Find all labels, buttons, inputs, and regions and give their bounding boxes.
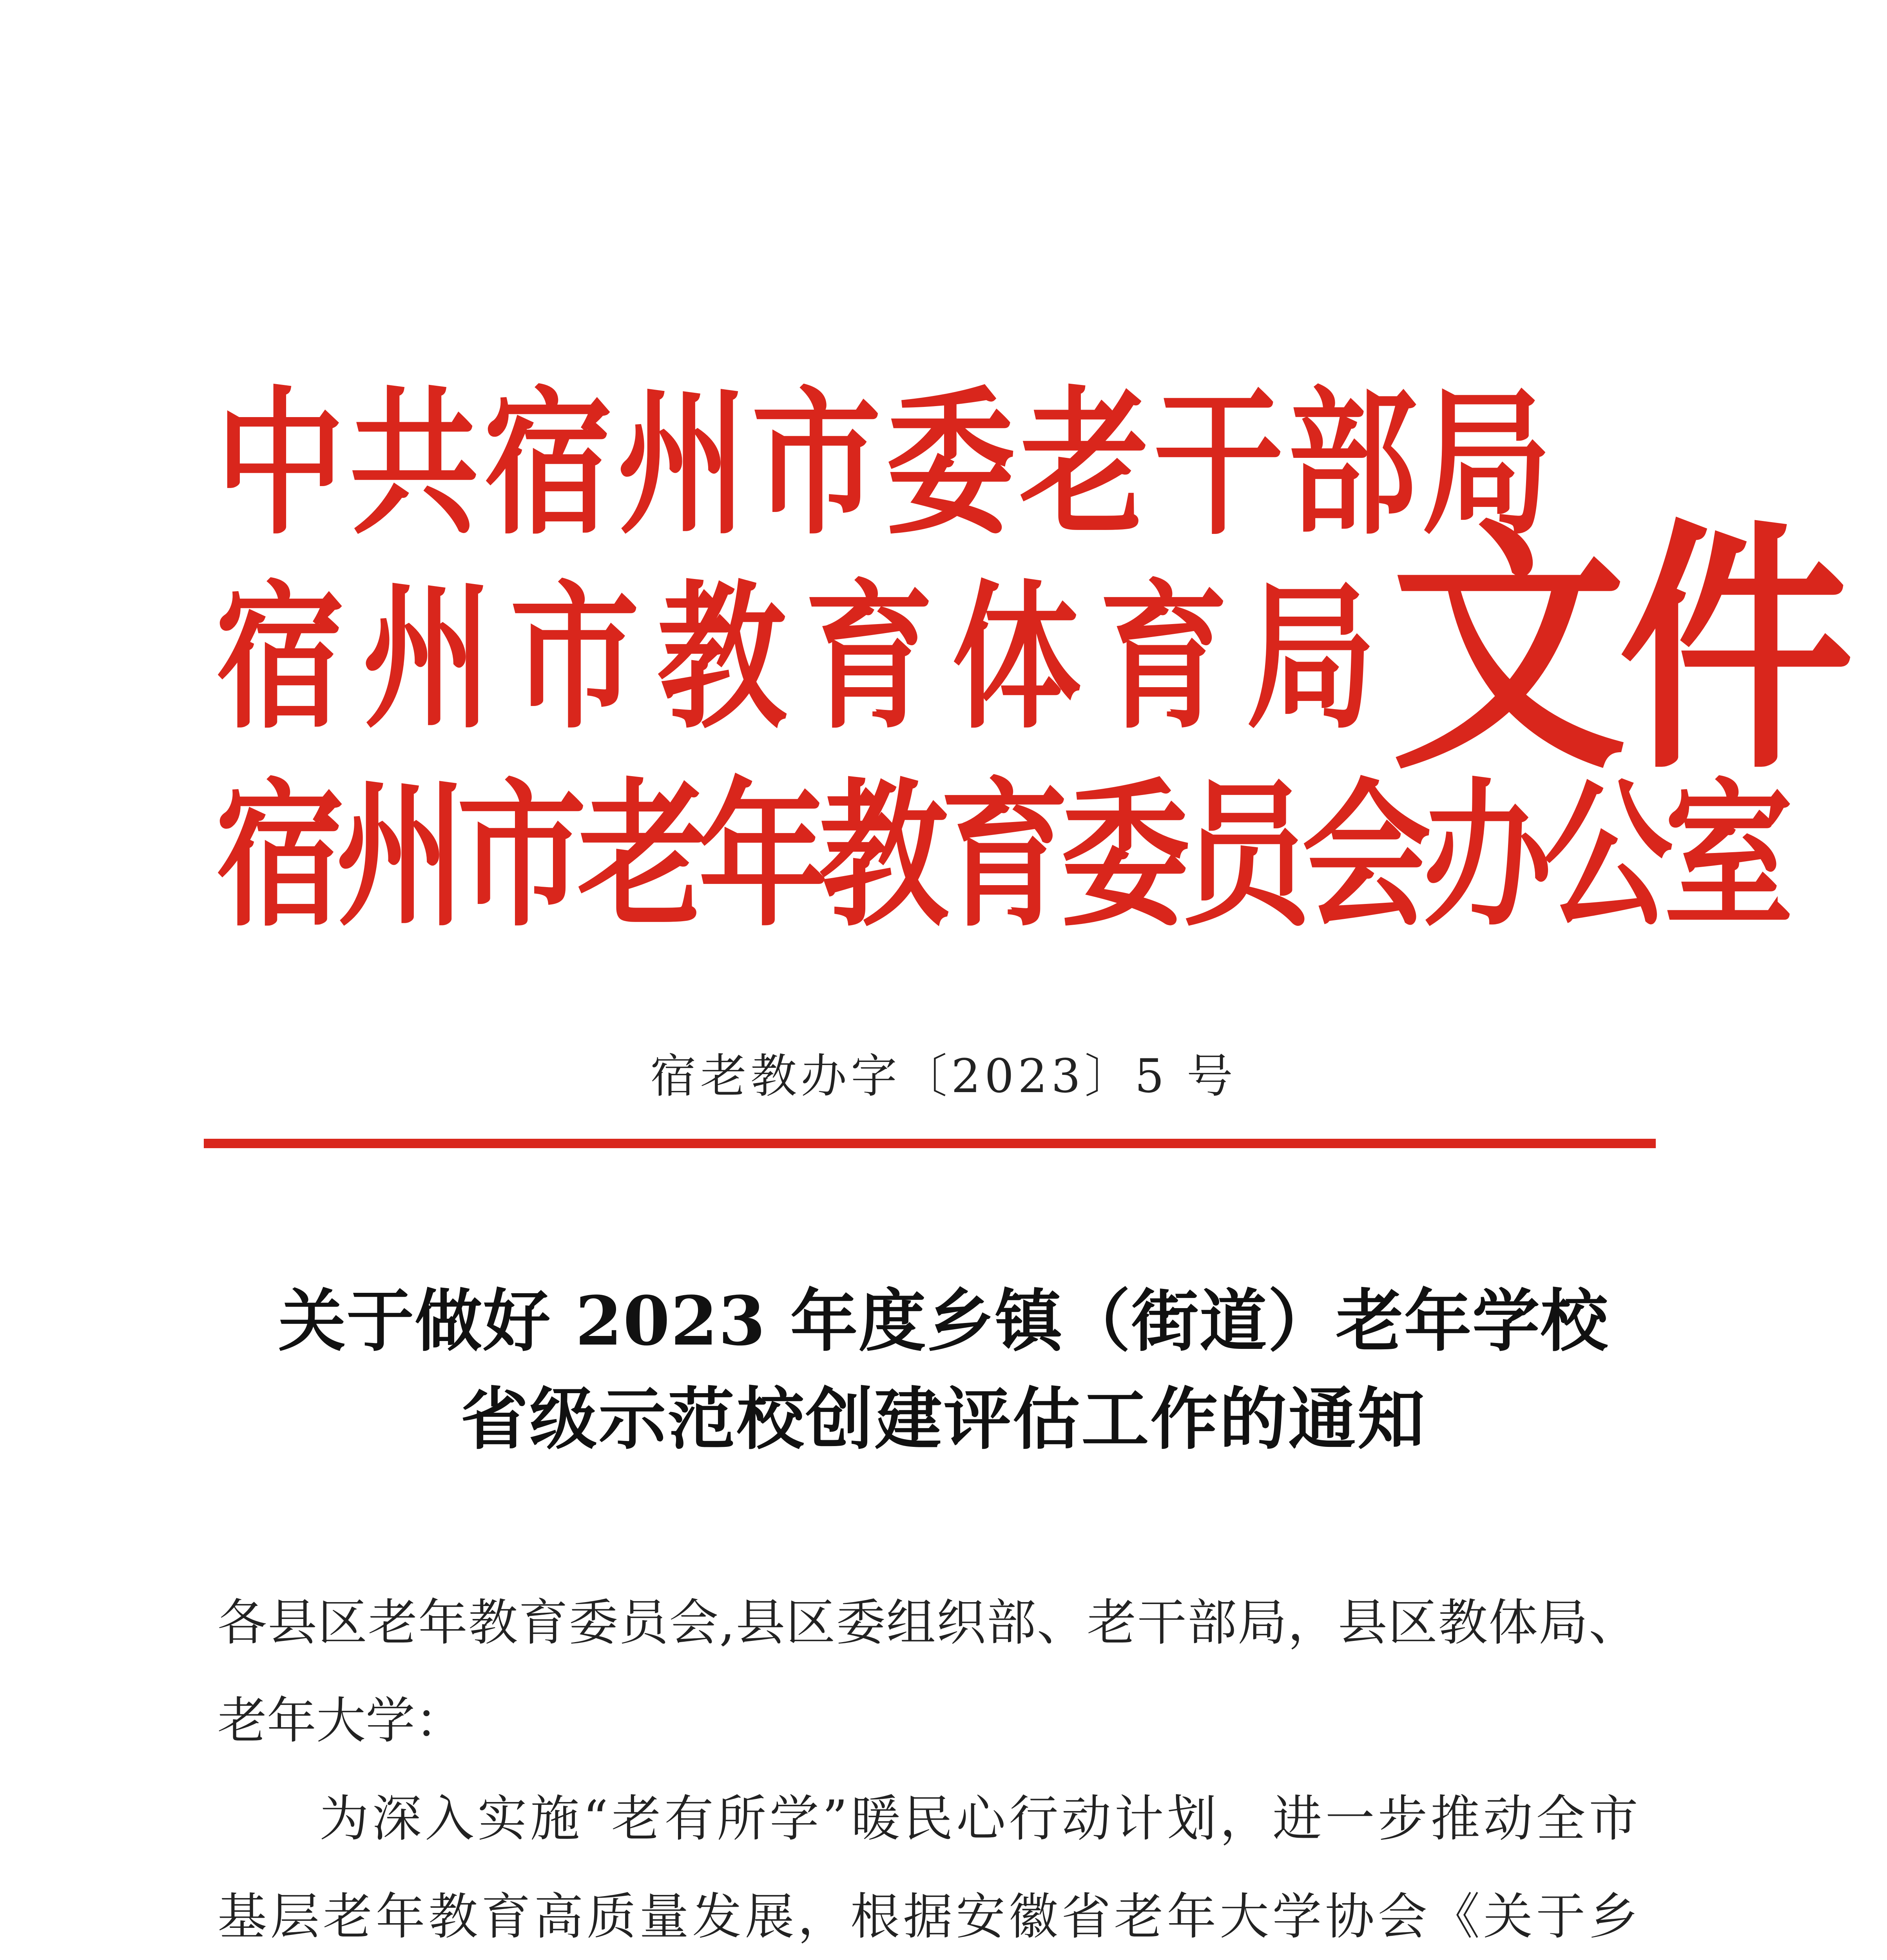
issuer-name-2 [216,563,1376,754]
document-title-line-1: 关于做好 2023 年度乡镇（街道）老年学校 [278,1281,1609,1361]
issuer-2-char: 教 [657,566,787,750]
body-line: 基层老年教育高质量发展，根据安徽省老年大学协会《关于乡 [218,1888,1638,1945]
issuer-2-char: 育 [804,566,934,750]
issuer-2-char: 体 [952,566,1081,750]
document-number: 宿老教办字〔2023〕5 号 [650,1049,1237,1103]
red-divider-line [204,1139,1656,1148]
salutation-line-1: 各县区老年教育委员会,县区委组织部、老干部局，县区教体局、 [218,1594,1638,1651]
issuer-2-char: 市 [510,566,640,750]
body-line: 为深入实施“老有所学”暖民心行动计划，进一步推动全市 [319,1790,1638,1847]
letterhead [216,368,1846,948]
salutation-line-2: 老年大学： [218,1692,464,1749]
document-word: 文件 [1391,498,1846,805]
issuer-2-char: 宿 [216,566,345,750]
issuer-2-char: 育 [1099,566,1229,750]
issuer-2-char: 州 [363,566,492,750]
document-title-line-2: 省级示范校创建评估工作的通知 [460,1379,1427,1459]
issuer-2-char: 局 [1246,566,1376,750]
issuer-name-1: 中共宿州市委老干部局 [216,372,1556,556]
issuer-name-3: 宿州市老年教育委员会办公室 [216,764,1785,948]
